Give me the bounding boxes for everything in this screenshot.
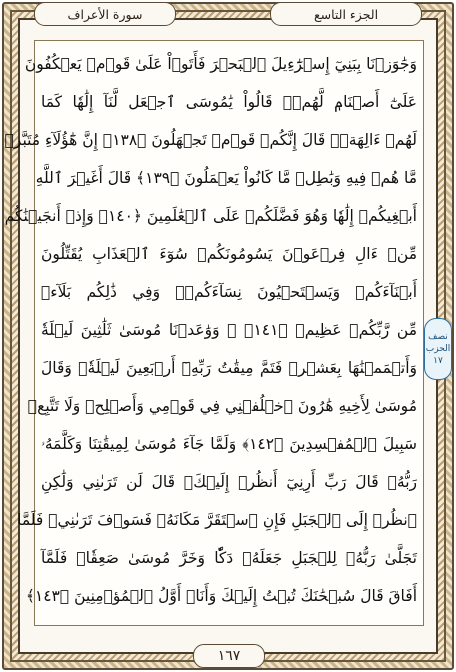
- text-line: أَبۡغِيكُمۡ إِلَٰهٗا وَهُوَ فَضَّلَكُمۡ عَلَى ٱلۡعَٰلَمِينَ ﴿١٤٠﴾ وَإِذۡ أَنجَيۡنَٰكُم: [4, 207, 417, 225]
- text-line: مِّن رَّبِّكُمۡ عَظِيمٞ ﴿١٤١﴾ ۞ وَوَٰعَدۡنَا مُوسَىٰ ثَلَٰثِينَ لَيۡلَةٗ: [41, 321, 418, 339]
- hizb-marker: [424, 318, 452, 380]
- verse-text-area: [4, 40, 424, 626]
- text-line: ٱنظُرۡ إِلَى ٱلۡجَبَلِ فَإِنِ ٱسۡتَقَرَّ مَكَانَهُۥ فَسَوۡفَ تَرَىٰنِيۚ فَلَمَّا: [17, 511, 417, 529]
- text-line: مَّا هُمۡ فِيهِ وَبَٰطِلٞ مَّا كَانُواْ يَعۡمَلُونَ ﴿١٣٩﴾ قَالَ أَغَيۡرَ ٱللَّهِ: [35, 169, 417, 187]
- hizb-marker-fraction: نصف: [428, 332, 448, 342]
- juz-title: الجزء التاسع: [270, 2, 422, 26]
- text-line: عَلَىٰٓ أَصۡنَامٖ لَّهُمۡۚ قَالُواْ يَٰمُوسَى ٱجۡعَل لَّنَآ إِلَٰهٗا كَمَا: [41, 93, 417, 111]
- text-line: مِّنۡ ءَالِ فِرۡعَوۡنَ يَسُومُونَكُمۡ سُوٓءَ ٱلۡعَذَابِ يُقَتِّلُونَ: [41, 245, 417, 263]
- text-line: مُوسَىٰ لِأَخِيهِ هَٰرُونَ ٱخۡلُفۡنِي فِي قَوۡمِي وَأَصۡلِحۡ وَلَا تَتَّبِعۡ: [27, 397, 417, 415]
- text-line: وَأَتۡمَمۡنَٰهَا بِعَشۡرٖ فَتَمَّ مِيقَٰتُ رَبِّهِۦٓ أَرۡبَعِينَ لَيۡلَةٗۚ وَقَالَ: [41, 359, 417, 377]
- text-line: تَجَلَّىٰ رَبُّهُۥ لِلۡجَبَلِ جَعَلَهُۥ دَكّٗا وَخَرَّ مُوسَىٰ صَعِقٗاۚ فَلَمَّآ: [41, 549, 417, 567]
- text-line: لَهُمۡ ءَالِهَةٞۚ قَالَ إِنَّكُمۡ قَوۡمٞ تَجۡهَلُونَ ﴿١٣٨﴾ إِنَّ هَٰٓؤُلَآءِ مُتَبَّرٞ: [4, 131, 417, 149]
- text-line: أَبۡنَآءَكُمۡ وَيَسۡتَحۡيُونَ نِسَآءَكُمۡۚ وَفِي ذَٰلِكُم بَلَآءٞ: [41, 283, 417, 301]
- text-line: سَبِيلَ ٱلۡمُفۡسِدِينَ ﴿١٤٢﴾ وَلَمَّا جَآءَ مُوسَىٰ لِمِيقَٰتِنَا وَكَلَّمَهُۥ: [41, 435, 418, 453]
- text-line: أَفَاقَ قَالَ سُبۡحَٰنَكَ تُبۡتُ إِلَيۡكَ وَأَنَا۠ أَوَّلُ ٱلۡمُؤۡمِنِينَ ﴿١٤٣﴾: [25, 587, 417, 605]
- hizb-marker-label: الحزب: [425, 344, 451, 354]
- text-line: وَجَٰوَزۡنَا بِبَنِيٓ إِسۡرَٰٓءِيلَ ٱلۡبَحۡرَ فَأَتَوۡاْ عَلَىٰ قَوۡمٖ يَعۡكُفُونَ: [24, 55, 417, 73]
- surah-title: سورة الأعراف: [34, 2, 176, 26]
- hizb-marker-number: ١٧: [433, 356, 443, 366]
- page-number: ١٦٧: [193, 644, 265, 668]
- text-line: رَبُّهُۥ قَالَ رَبِّ أَرِنِيٓ أَنظُرۡ إِلَيۡكَۚ قَالَ لَن تَرَىٰنِي وَلَٰكِنِ: [41, 473, 417, 491]
